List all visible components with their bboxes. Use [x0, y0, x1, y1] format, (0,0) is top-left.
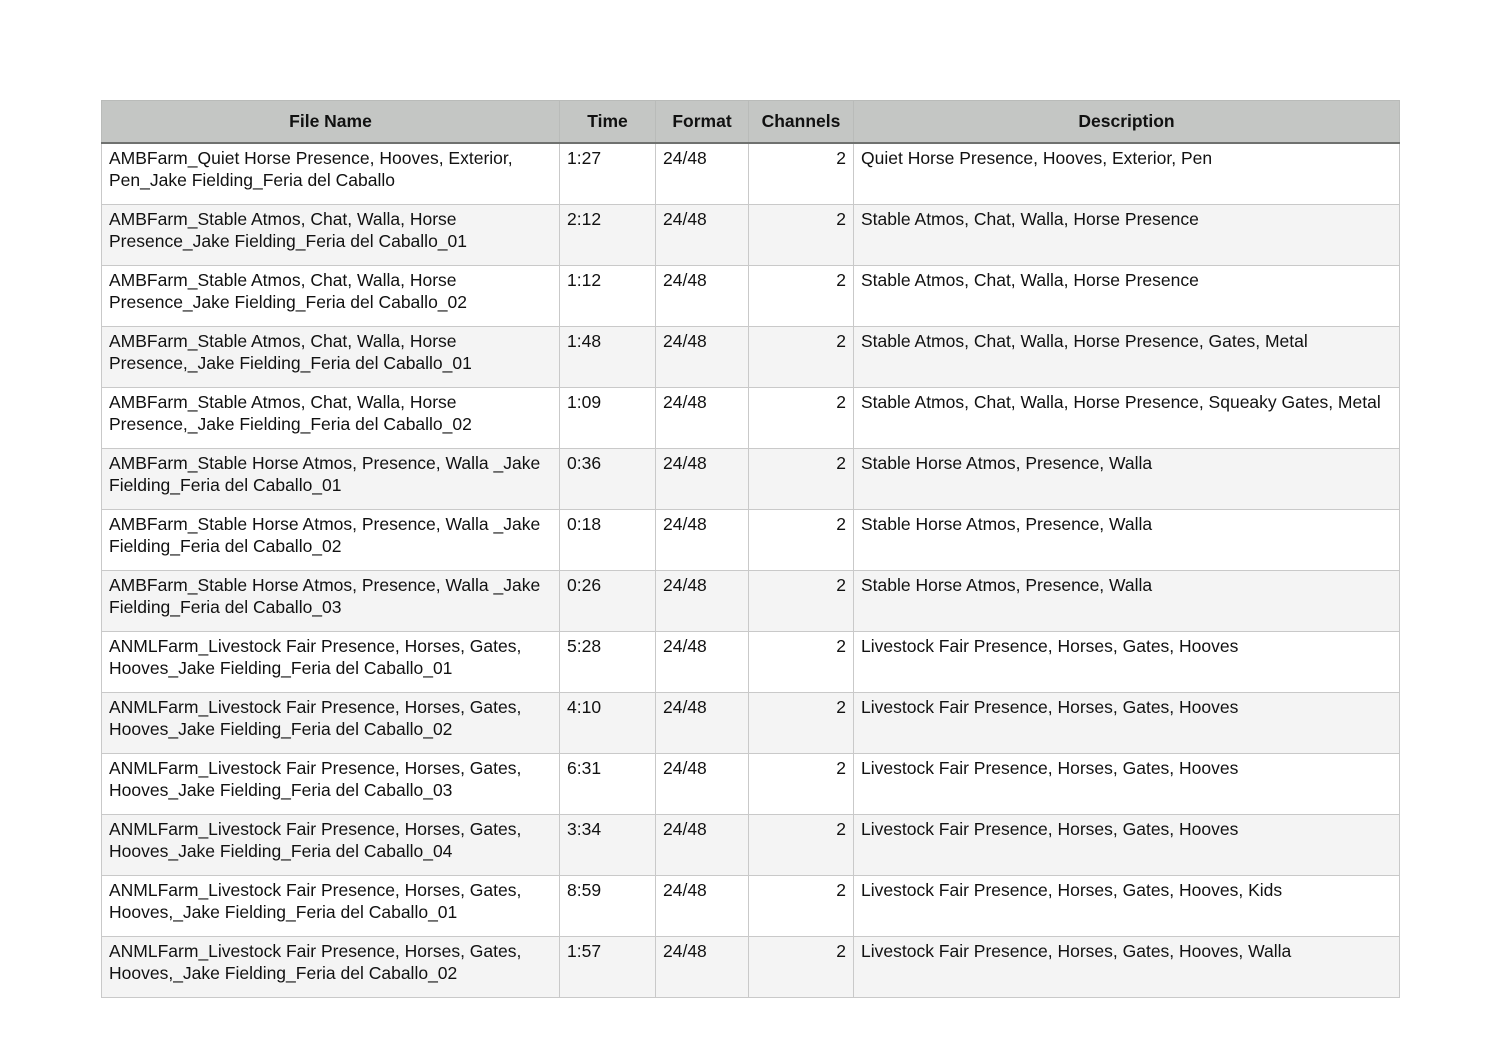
- channels-cell: 2: [749, 693, 854, 754]
- channels-cell: 2: [749, 632, 854, 693]
- file-name-cell: AMBFarm_Quiet Horse Presence, Hooves, Exterior, Pen_Jake Fielding_Feria del Caballo: [102, 143, 560, 205]
- format-cell: 24/48: [656, 876, 749, 937]
- channels-cell: 2: [749, 754, 854, 815]
- description-cell: Quiet Horse Presence, Hooves, Exterior, Pen: [854, 143, 1400, 205]
- table-row: [102, 937, 1400, 998]
- channels-cell: 2: [749, 815, 854, 876]
- file-name-cell: ANMLFarm_Livestock Fair Presence, Horses, Gates, Hooves_Jake Fielding_Feria del Caballo_02: [102, 693, 560, 754]
- table-row: [102, 754, 1400, 815]
- table-row: [102, 571, 1400, 632]
- header-time: Time: [560, 101, 656, 144]
- file-name-cell: ANMLFarm_Livestock Fair Presence, Horses, Gates, Hooves,_Jake Fielding_Feria del Caballo_01: [102, 876, 560, 937]
- description-cell: Livestock Fair Presence, Horses, Gates, Hooves: [854, 693, 1400, 754]
- time-cell: 5:28: [560, 632, 656, 693]
- table-body: [102, 143, 1400, 998]
- table-row: [102, 815, 1400, 876]
- format-cell: 24/48: [656, 205, 749, 266]
- table-row: [102, 876, 1400, 937]
- file-name-cell: ANMLFarm_Livestock Fair Presence, Horses, Gates, Hooves_Jake Fielding_Feria del Caballo_03: [102, 754, 560, 815]
- description-cell: Stable Horse Atmos, Presence, Walla: [854, 571, 1400, 632]
- description-cell: Livestock Fair Presence, Horses, Gates, Hooves, Walla: [854, 937, 1400, 998]
- file-name-cell: ANMLFarm_Livestock Fair Presence, Horses, Gates, Hooves_Jake Fielding_Feria del Caballo_01: [102, 632, 560, 693]
- time-cell: 1:27: [560, 143, 656, 205]
- header-channels: Channels: [749, 101, 854, 144]
- format-cell: 24/48: [656, 388, 749, 449]
- channels-cell: 2: [749, 571, 854, 632]
- file-name-cell: ANMLFarm_Livestock Fair Presence, Horses, Gates, Hooves_Jake Fielding_Feria del Caballo_04: [102, 815, 560, 876]
- time-cell: 1:09: [560, 388, 656, 449]
- file-name-cell: AMBFarm_Stable Horse Atmos, Presence, Walla _Jake Fielding_Feria del Caballo_02: [102, 510, 560, 571]
- format-cell: 24/48: [656, 571, 749, 632]
- description-cell: Stable Atmos, Chat, Walla, Horse Presence, Squeaky Gates, Metal: [854, 388, 1400, 449]
- channels-cell: 2: [749, 510, 854, 571]
- time-cell: 3:34: [560, 815, 656, 876]
- file-name-cell: AMBFarm_Stable Atmos, Chat, Walla, Horse Presence,_Jake Fielding_Feria del Caballo_02: [102, 388, 560, 449]
- file-name-cell: AMBFarm_Stable Horse Atmos, Presence, Walla _Jake Fielding_Feria del Caballo_03: [102, 571, 560, 632]
- file-name-cell: AMBFarm_Stable Atmos, Chat, Walla, Horse Presence_Jake Fielding_Feria del Caballo_02: [102, 266, 560, 327]
- file-name-cell: AMBFarm_Stable Horse Atmos, Presence, Walla _Jake Fielding_Feria del Caballo_01: [102, 449, 560, 510]
- header-file-name: File Name: [102, 101, 560, 144]
- channels-cell: 2: [749, 876, 854, 937]
- channels-cell: 2: [749, 205, 854, 266]
- file-name-cell: AMBFarm_Stable Atmos, Chat, Walla, Horse Presence,_Jake Fielding_Feria del Caballo_01: [102, 327, 560, 388]
- channels-cell: 2: [749, 388, 854, 449]
- table-row: [102, 205, 1400, 266]
- description-cell: Stable Atmos, Chat, Walla, Horse Presence, Gates, Metal: [854, 327, 1400, 388]
- header-format: Format: [656, 101, 749, 144]
- description-cell: Livestock Fair Presence, Horses, Gates, Hooves: [854, 632, 1400, 693]
- time-cell: 6:31: [560, 754, 656, 815]
- description-cell: Livestock Fair Presence, Horses, Gates, Hooves: [854, 754, 1400, 815]
- format-cell: 24/48: [656, 632, 749, 693]
- file-name-cell: ANMLFarm_Livestock Fair Presence, Horses, Gates, Hooves,_Jake Fielding_Feria del Caballo_02: [102, 937, 560, 998]
- table-row: [102, 327, 1400, 388]
- table-row: [102, 266, 1400, 327]
- channels-cell: 2: [749, 327, 854, 388]
- format-cell: 24/48: [656, 510, 749, 571]
- description-cell: Stable Horse Atmos, Presence, Walla: [854, 510, 1400, 571]
- format-cell: 24/48: [656, 449, 749, 510]
- table-row: [102, 632, 1400, 693]
- time-cell: 0:26: [560, 571, 656, 632]
- header-description: Description: [854, 101, 1400, 144]
- channels-cell: 2: [749, 937, 854, 998]
- table-row: [102, 143, 1400, 205]
- description-cell: Stable Horse Atmos, Presence, Walla: [854, 449, 1400, 510]
- time-cell: 4:10: [560, 693, 656, 754]
- format-cell: 24/48: [656, 327, 749, 388]
- channels-cell: 2: [749, 449, 854, 510]
- description-cell: Stable Atmos, Chat, Walla, Horse Presence: [854, 266, 1400, 327]
- file-list-table: [101, 100, 1400, 998]
- channels-cell: 2: [749, 266, 854, 327]
- format-cell: 24/48: [656, 143, 749, 205]
- channels-cell: 2: [749, 143, 854, 205]
- format-cell: 24/48: [656, 266, 749, 327]
- description-cell: Livestock Fair Presence, Horses, Gates, Hooves, Kids: [854, 876, 1400, 937]
- time-cell: 8:59: [560, 876, 656, 937]
- table-row: [102, 693, 1400, 754]
- description-cell: Livestock Fair Presence, Horses, Gates, Hooves: [854, 815, 1400, 876]
- header-row: [102, 101, 1400, 144]
- format-cell: 24/48: [656, 815, 749, 876]
- time-cell: 0:36: [560, 449, 656, 510]
- table-row: [102, 388, 1400, 449]
- description-cell: Stable Atmos, Chat, Walla, Horse Presence: [854, 205, 1400, 266]
- time-cell: 1:48: [560, 327, 656, 388]
- time-cell: 0:18: [560, 510, 656, 571]
- file-name-cell: AMBFarm_Stable Atmos, Chat, Walla, Horse Presence_Jake Fielding_Feria del Caballo_01: [102, 205, 560, 266]
- time-cell: 1:57: [560, 937, 656, 998]
- table-row: [102, 449, 1400, 510]
- table-row: [102, 510, 1400, 571]
- format-cell: 24/48: [656, 693, 749, 754]
- format-cell: 24/48: [656, 754, 749, 815]
- time-cell: 1:12: [560, 266, 656, 327]
- time-cell: 2:12: [560, 205, 656, 266]
- format-cell: 24/48: [656, 937, 749, 998]
